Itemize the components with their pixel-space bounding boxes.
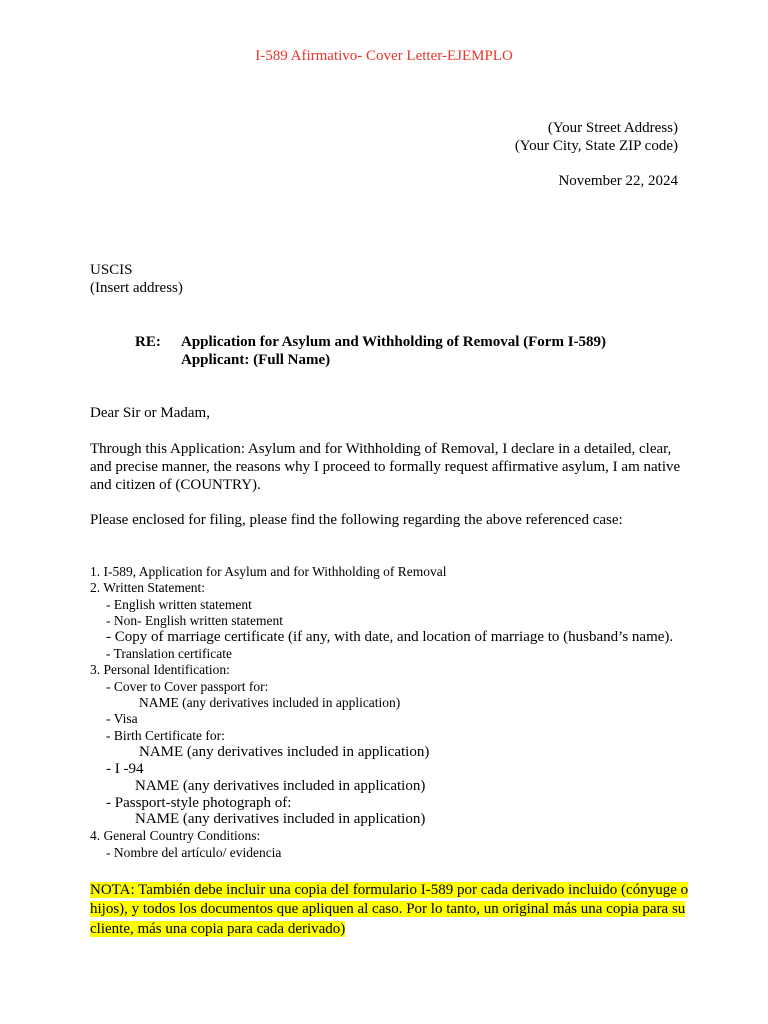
sender-city-state-zip: (Your City, State ZIP code) [514,138,678,154]
enclosure-item: 1. I-589, Application for Asylum and for Withholding of Removal [90,564,447,579]
enclosure-subitem: - I -94 [106,760,144,777]
enclosure-subitem: - English written statement [106,596,252,612]
enclosure-name-line: NAME (any derivatives included in application) [139,743,430,760]
enclosure-item: 4. General Country Conditions: [90,828,261,844]
enclosure-item: 3. Personal Identification: [90,662,230,678]
enclosure-item: 2. Written Statement: [90,580,206,596]
enclosure-subitem: - Birth Certificate for: [106,727,225,743]
enclosure-name-line: NAME (any derivatives included in application) [135,777,426,794]
re-label: RE: [135,334,161,350]
enclosure-subitem: - Passport-style photograph of: [106,794,292,811]
recipient-address: (Insert address) [90,280,183,296]
enclosure-list [90,564,710,861]
enclosure-subitem: - Cover to Cover passport for: [106,678,269,694]
document-title: I-589 Afirmativo- Cover Letter-EJEMPLO [255,48,513,64]
enclosures-intro: Please enclosed for filing, please find the following regarding the above referenced case: [90,512,623,528]
enclosure-name-line: NAME (any derivatives included in application) [135,811,426,828]
enclosure-subitem: - Translation certificate [106,646,232,662]
body-paragraph: Through this Application: Asylum and for Withholding of Removal, I declare in a detailed, clear, and precise manner, the reasons why I proceed to formally request affirmative asylum, I am native and citizen of (COUNTRY). [90,441,681,493]
sender-street: (Your Street Address) [547,120,678,136]
re-line-applicant: Applicant: (Full Name) [181,352,331,368]
sender-address [515,119,678,155]
re-line-application: Application for Asylum and Withholding of Removal (Form I-589) [181,334,607,350]
recipient-block [90,261,183,297]
highlighted-note [90,881,690,939]
note-text: NOTA: También debe incluir una copia del formulario I-589 por cada derivado incluido (cónyuge o hijos), y todos los documentos que apliquen al caso. Por lo tanto, un original más una copia para su cliente, más una copia para cada derivado) [90,882,689,937]
enclosure-subitem: - Nombre del artículo/ evidencia [106,844,282,860]
salutation: Dear Sir or Madam, [90,405,210,421]
recipient-name: USCIS [90,262,133,278]
enclosure-subitem: - Visa [106,711,138,727]
enclosure-subitem: - Non- English written statement [106,612,283,628]
enclosure-name-line: NAME (any derivatives included in application) [139,694,401,710]
letter-date: November 22, 2024 [558,173,678,189]
enclosure-subitem: - Copy of marriage certificate (if any, with date, and location of marriage to (husband’s name). [106,629,674,646]
re-lines [181,333,606,369]
